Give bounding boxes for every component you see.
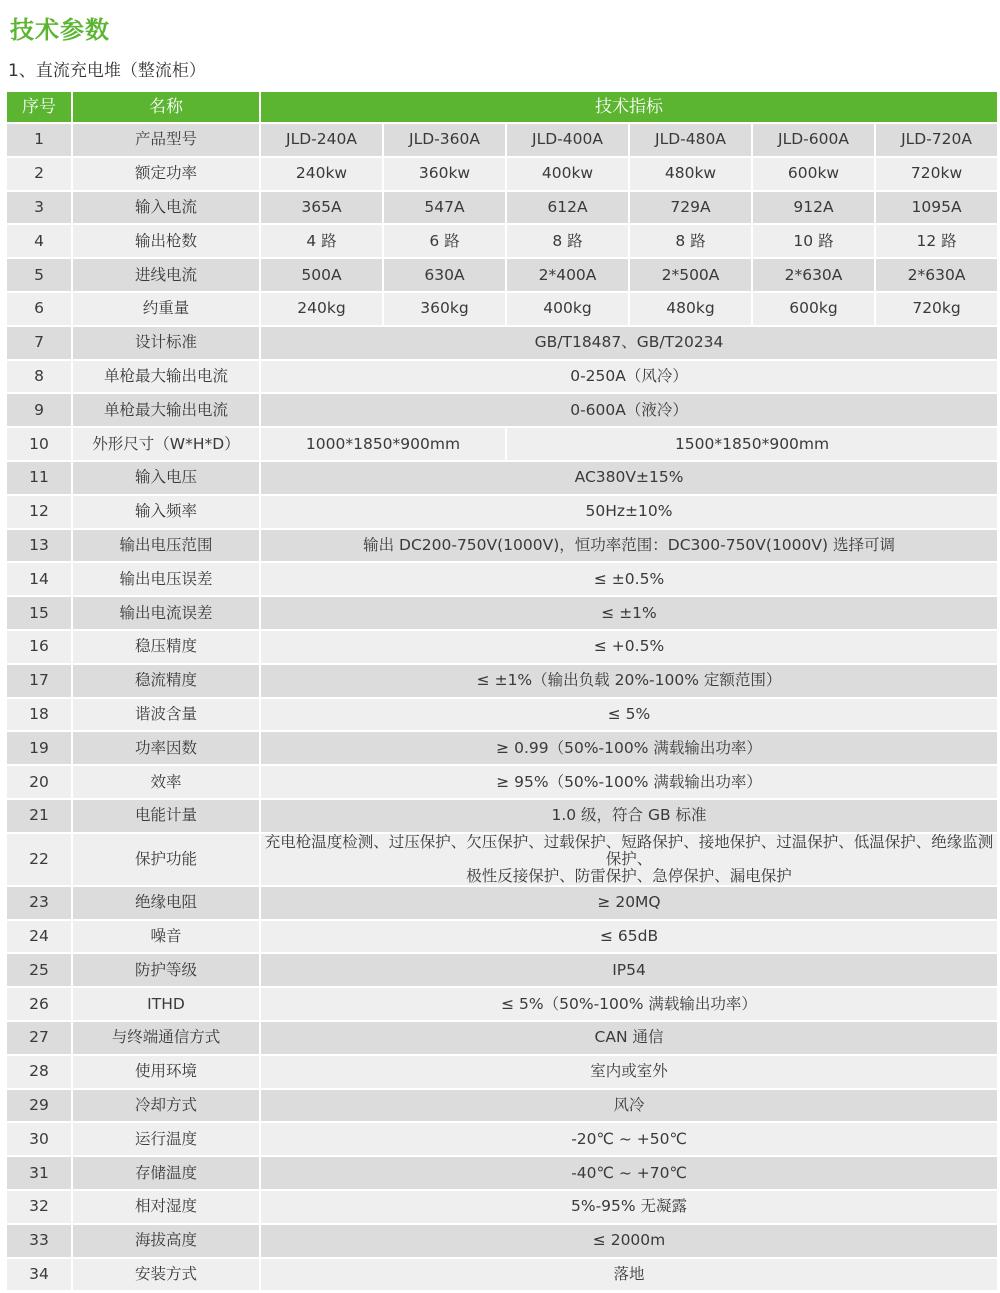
row-name: 绝缘电阻 (73, 887, 259, 919)
row-index: 13 (7, 530, 71, 562)
table-row (7, 293, 997, 325)
row-index: 17 (7, 665, 71, 697)
row-index: 30 (7, 1123, 71, 1155)
table-row (7, 732, 997, 764)
table-row (7, 1056, 997, 1088)
spec-value-cell: 720kg (876, 293, 997, 325)
row-index: 26 (7, 988, 71, 1020)
row-name: ITHD (73, 988, 259, 1020)
row-index: 14 (7, 563, 71, 595)
row-name: 输出电压范围 (73, 530, 259, 562)
spec-value-cell: 1000*1850*900mm (261, 428, 505, 460)
table-row (7, 665, 997, 697)
row-index: 10 (7, 428, 71, 460)
spec-value-cell: ≤ 2000m (261, 1225, 997, 1257)
row-name: 效率 (73, 766, 259, 798)
row-index: 11 (7, 462, 71, 494)
row-index: 29 (7, 1090, 71, 1122)
row-name: 单枪最大输出电流 (73, 361, 259, 393)
table-row (7, 361, 997, 393)
spec-value-cell: 1500*1850*900mm (507, 428, 997, 460)
table-row (7, 124, 997, 156)
spec-value-cell: ≤ +0.5% (261, 631, 997, 663)
row-name: 功率因数 (73, 732, 259, 764)
table-row (7, 921, 997, 953)
table-row (7, 327, 997, 359)
spec-value-cell: 0-250A（风冷） (261, 361, 997, 393)
row-name: 稳流精度 (73, 665, 259, 697)
table-row (7, 530, 997, 562)
spec-value-cell: 912A (753, 192, 874, 224)
row-name: 稳压精度 (73, 631, 259, 663)
spec-value-cell: IP54 (261, 954, 997, 986)
spec-value-cell: 落地 (261, 1259, 997, 1291)
spec-value-cell: ≤ 5%（50%-100% 满载输出功率） (261, 988, 997, 1020)
table-row (7, 1259, 997, 1291)
table-row (7, 597, 997, 629)
spec-value-cell: ≤ 5% (261, 699, 997, 731)
table-row (7, 1090, 997, 1122)
spec-value-cell: 2*630A (876, 259, 997, 291)
row-index: 33 (7, 1225, 71, 1257)
table-row (7, 1157, 997, 1189)
row-name: 电能计量 (73, 800, 259, 832)
row-index: 8 (7, 361, 71, 393)
spec-value-cell: 4 路 (261, 225, 382, 257)
spec-value-cell: 2*630A (753, 259, 874, 291)
spec-value-cell: 2*400A (507, 259, 628, 291)
spec-value-cell: 8 路 (630, 225, 751, 257)
table-row (7, 1225, 997, 1257)
row-name: 海拔高度 (73, 1225, 259, 1257)
spec-value-cell: 360kg (384, 293, 505, 325)
spec-value-cell: 50Hz±10% (261, 496, 997, 528)
spec-value-cell: 480kw (630, 158, 751, 190)
row-index: 25 (7, 954, 71, 986)
spec-value-cell: ≤ 65dB (261, 921, 997, 953)
row-index: 12 (7, 496, 71, 528)
table-header-row (7, 92, 997, 122)
spec-value-cell: 600kw (753, 158, 874, 190)
model-cell: JLD-360A (384, 124, 505, 156)
model-cell: JLD-600A (753, 124, 874, 156)
row-index: 22 (7, 834, 71, 885)
section-subtitle: 1、直流充电堆（整流柜） (8, 61, 206, 81)
row-index: 9 (7, 394, 71, 426)
spec-value-cell: 480kg (630, 293, 751, 325)
row-name: 外形尺寸（W*H*D） (73, 428, 259, 460)
table-row (7, 699, 997, 731)
spec-value-cell: 240kg (261, 293, 382, 325)
row-index: 6 (7, 293, 71, 325)
spec-value-cell: 729A (630, 192, 751, 224)
row-name: 相对湿度 (73, 1191, 259, 1223)
row-name: 额定功率 (73, 158, 259, 190)
spec-value-cell: 6 路 (384, 225, 505, 257)
spec-value-cell: 547A (384, 192, 505, 224)
row-name: 设计标准 (73, 327, 259, 359)
spec-value-cell: GB/T18487、GB/T20234 (261, 327, 997, 359)
table-row (7, 887, 997, 919)
spec-value-cell: 600kg (753, 293, 874, 325)
row-name: 防护等级 (73, 954, 259, 986)
row-index: 3 (7, 192, 71, 224)
page-title: 技术参数 (10, 16, 110, 44)
header-name: 名称 (73, 92, 259, 122)
spec-value-cell: 365A (261, 192, 382, 224)
row-index: 23 (7, 887, 71, 919)
row-index: 15 (7, 597, 71, 629)
spec-value-cell: 240kw (261, 158, 382, 190)
table-row (7, 1022, 997, 1054)
spec-value-cell: 10 路 (753, 225, 874, 257)
spec-value-cell (261, 834, 997, 885)
spec-value-cell: 400kg (507, 293, 628, 325)
spec-value-cell: 输出 DC200-750V(1000V)，恒功率范围：DC300-750V(1000V) 选择可调 (261, 530, 997, 562)
row-name: 进线电流 (73, 259, 259, 291)
spec-value-cell: 0-600A（液冷） (261, 394, 997, 426)
table-row (7, 225, 997, 257)
table-row (7, 800, 997, 832)
row-name: 输入电流 (73, 192, 259, 224)
table-row (7, 988, 997, 1020)
model-cell: JLD-240A (261, 124, 382, 156)
spec-value-cell: 360kw (384, 158, 505, 190)
table-row (7, 462, 997, 494)
table-row (7, 158, 997, 190)
spec-value-cell: CAN 通信 (261, 1022, 997, 1054)
spec-value-cell: ≤ ±1%（输出负载 20%-100% 定额范围） (261, 665, 997, 697)
spec-table-body (7, 92, 997, 1290)
row-index: 34 (7, 1259, 71, 1291)
table-row (7, 631, 997, 663)
spec-value-cell: -40℃ ~ +70℃ (261, 1157, 997, 1189)
row-name: 单枪最大输出电流 (73, 394, 259, 426)
row-index: 18 (7, 699, 71, 731)
spec-value-cell: ≥ 20MQ (261, 887, 997, 919)
spec-value-cell: 612A (507, 192, 628, 224)
row-index: 31 (7, 1157, 71, 1189)
row-index: 21 (7, 800, 71, 832)
spec-value-cell: 风冷 (261, 1090, 997, 1122)
model-cell: JLD-480A (630, 124, 751, 156)
spec-value-cell: 720kw (876, 158, 997, 190)
spec-value-cell: 400kw (507, 158, 628, 190)
table-row (7, 834, 997, 885)
row-index: 5 (7, 259, 71, 291)
row-name: 输入频率 (73, 496, 259, 528)
row-index: 4 (7, 225, 71, 257)
row-name: 存储温度 (73, 1157, 259, 1189)
spec-value-cell: 12 路 (876, 225, 997, 257)
row-name: 安装方式 (73, 1259, 259, 1291)
row-name: 输入电压 (73, 462, 259, 494)
model-cell: JLD-400A (507, 124, 628, 156)
header-spec: 技术指标 (261, 92, 997, 122)
model-cell: JLD-720A (876, 124, 997, 156)
table-row (7, 1191, 997, 1223)
spec-value-cell: 1095A (876, 192, 997, 224)
table-row (7, 496, 997, 528)
row-index: 27 (7, 1022, 71, 1054)
table-row (7, 766, 997, 798)
row-name: 冷却方式 (73, 1090, 259, 1122)
spec-value-line: 极性反接保护、防雷保护、急停保护、漏电保护 (466, 866, 792, 885)
spec-value-cell: 630A (384, 259, 505, 291)
row-index: 2 (7, 158, 71, 190)
row-index: 20 (7, 766, 71, 798)
row-name: 使用环境 (73, 1056, 259, 1088)
table-row (7, 394, 997, 426)
spec-value-cell: 5%-95% 无凝露 (261, 1191, 997, 1223)
row-name: 保护功能 (73, 834, 259, 885)
table-row (7, 428, 997, 460)
row-name: 产品型号 (73, 124, 259, 156)
spec-value-cell: 1.0 级，符合 GB 标准 (261, 800, 997, 832)
spec-value-cell: AC380V±15% (261, 462, 997, 494)
spec-value-cell: ≥ 0.99（50%-100% 满载输出功率） (261, 732, 997, 764)
spec-table (5, 90, 999, 1292)
row-name: 输出电流误差 (73, 597, 259, 629)
table-row (7, 954, 997, 986)
row-name: 谐波含量 (73, 699, 259, 731)
row-name: 与终端通信方式 (73, 1022, 259, 1054)
row-index: 24 (7, 921, 71, 953)
row-index: 7 (7, 327, 71, 359)
row-index: 28 (7, 1056, 71, 1088)
spec-value-cell: 8 路 (507, 225, 628, 257)
row-index: 1 (7, 124, 71, 156)
spec-value-cell: -20℃ ~ +50℃ (261, 1123, 997, 1155)
header-index: 序号 (7, 92, 71, 122)
row-index: 32 (7, 1191, 71, 1223)
spec-value-line: 充电枪温度检测、过压保护、欠压保护、过载保护、短路保护、接地保护、过温保护、低温保护、绝缘监测保护、 (264, 833, 994, 868)
spec-value-cell: 室内或室外 (261, 1056, 997, 1088)
row-name: 输出枪数 (73, 225, 259, 257)
spec-value-cell: ≥ 95%（50%-100% 满载输出功率） (261, 766, 997, 798)
row-name: 约重量 (73, 293, 259, 325)
spec-value-cell: ≤ ±0.5% (261, 563, 997, 595)
row-index: 19 (7, 732, 71, 764)
row-name: 噪音 (73, 921, 259, 953)
row-name: 运行温度 (73, 1123, 259, 1155)
spec-value-cell: 500A (261, 259, 382, 291)
row-index: 16 (7, 631, 71, 663)
table-row (7, 192, 997, 224)
table-row (7, 563, 997, 595)
table-row (7, 259, 997, 291)
row-name: 输出电压误差 (73, 563, 259, 595)
spec-value-cell: 2*500A (630, 259, 751, 291)
spec-value-cell: ≤ ±1% (261, 597, 997, 629)
table-row (7, 1123, 997, 1155)
